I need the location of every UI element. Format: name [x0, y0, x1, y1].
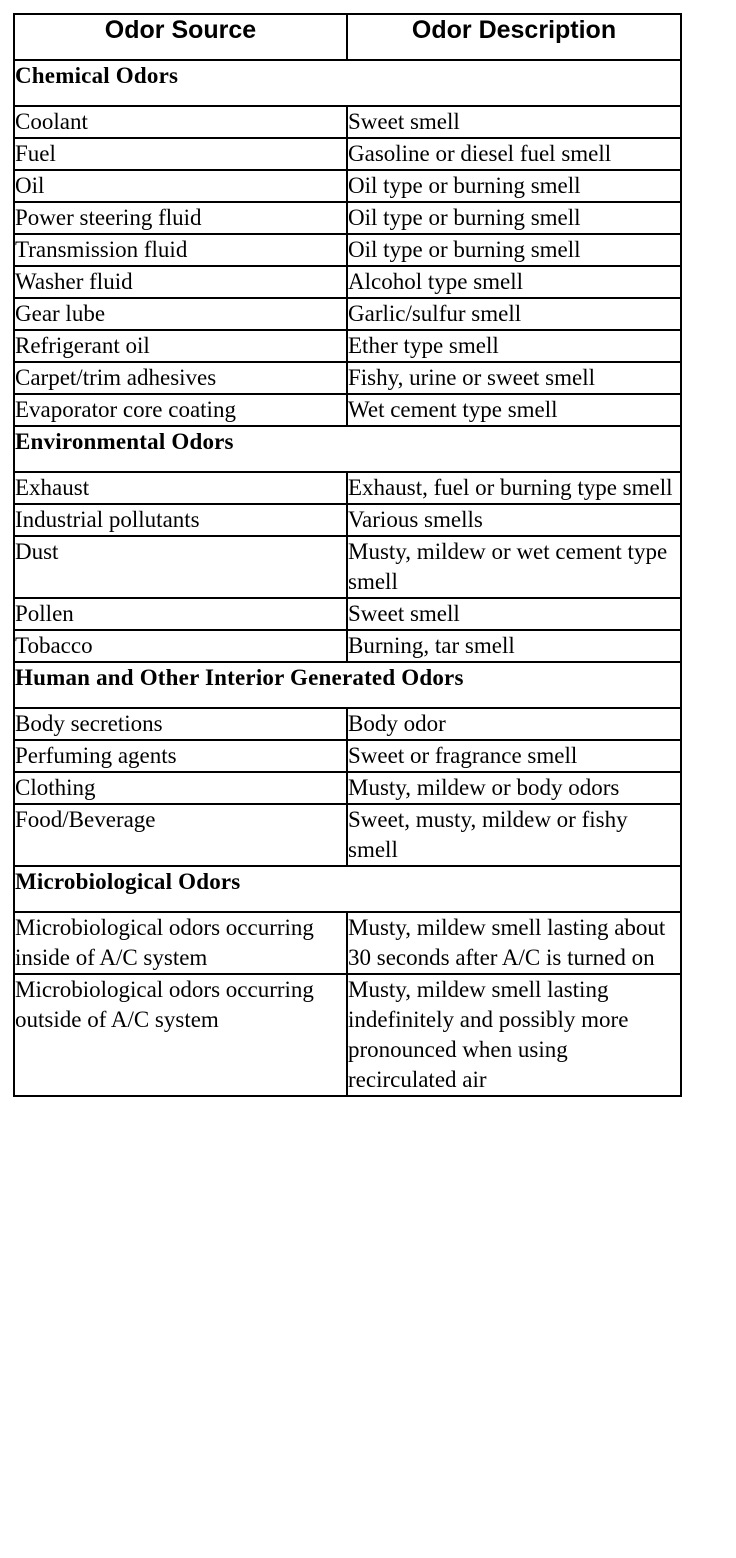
odor-source-cell: Body secretions: [14, 708, 347, 740]
table-row: [14, 202, 681, 234]
odor-source-cell: Transmission fluid: [14, 234, 347, 266]
table-row: [14, 138, 681, 170]
table-row: [14, 708, 681, 740]
odor-source-cell: Washer fluid: [14, 266, 347, 298]
odor-source-cell: Oil: [14, 170, 347, 202]
odor-source-cell: Fuel: [14, 138, 347, 170]
section-row: [14, 60, 681, 106]
section-row: [14, 662, 681, 708]
odor-description-cell: Musty, mildew or wet cement type smell: [347, 536, 681, 598]
table-row: [14, 266, 681, 298]
section-title: Environmental Odors: [14, 426, 681, 472]
table-row: [14, 630, 681, 662]
table-row: [14, 394, 681, 426]
table-row: [14, 598, 681, 630]
header-row: [14, 14, 681, 60]
odor-description-cell: Wet cement type smell: [347, 394, 681, 426]
table-row: [14, 974, 681, 1096]
odor-source-cell: Microbiological odors occurring inside of A/C system: [14, 912, 347, 974]
odor-description-cell: Oil type or burning smell: [347, 202, 681, 234]
odor-source-cell: Food/Beverage: [14, 804, 347, 866]
odor-source-cell: Coolant: [14, 106, 347, 138]
odor-source-cell: Perfuming agents: [14, 740, 347, 772]
odor-description-cell: Ether type smell: [347, 330, 681, 362]
table-row: [14, 170, 681, 202]
table-row: [14, 472, 681, 504]
table-row: [14, 234, 681, 266]
odor-description-cell: Sweet smell: [347, 598, 681, 630]
odor-source-cell: Dust: [14, 536, 347, 598]
section-title: Human and Other Interior Generated Odors: [14, 662, 681, 708]
table-row: [14, 362, 681, 394]
table-row: [14, 740, 681, 772]
table-row: [14, 298, 681, 330]
odor-source-cell: Pollen: [14, 598, 347, 630]
table-row: [14, 536, 681, 598]
section-row: [14, 426, 681, 472]
table-row: [14, 106, 681, 138]
odor-table: [13, 13, 682, 1097]
section-row: [14, 866, 681, 912]
odor-source-cell: Tobacco: [14, 630, 347, 662]
header-odor-description: Odor Description: [347, 14, 681, 60]
table-body: [14, 60, 681, 1096]
odor-description-cell: Musty, mildew smell lasting indefinitely and possibly more pronounced when using recirculated air: [347, 974, 681, 1096]
table-row: [14, 912, 681, 974]
odor-description-cell: Musty, mildew smell lasting about 30 seconds after A/C is turned on: [347, 912, 681, 974]
odor-source-cell: Exhaust: [14, 472, 347, 504]
section-title: Microbiological Odors: [14, 866, 681, 912]
odor-description-cell: Garlic/sulfur smell: [347, 298, 681, 330]
odor-description-cell: Burning, tar smell: [347, 630, 681, 662]
table-row: [14, 330, 681, 362]
odor-description-cell: Sweet smell: [347, 106, 681, 138]
odor-description-cell: Oil type or burning smell: [347, 234, 681, 266]
odor-description-cell: Exhaust, fuel or burning type smell: [347, 472, 681, 504]
table-row: [14, 504, 681, 536]
odor-description-cell: Sweet, musty, mildew or fishy smell: [347, 804, 681, 866]
odor-source-cell: Microbiological odors occurring outside of A/C system: [14, 974, 347, 1096]
odor-source-cell: Clothing: [14, 772, 347, 804]
odor-source-cell: Refrigerant oil: [14, 330, 347, 362]
table-row: [14, 804, 681, 866]
header-odor-source: Odor Source: [14, 14, 347, 60]
odor-source-cell: Industrial pollutants: [14, 504, 347, 536]
odor-description-cell: Fishy, urine or sweet smell: [347, 362, 681, 394]
section-title: Chemical Odors: [14, 60, 681, 106]
odor-source-cell: Power steering fluid: [14, 202, 347, 234]
odor-description-cell: Gasoline or diesel fuel smell: [347, 138, 681, 170]
odor-description-cell: Body odor: [347, 708, 681, 740]
odor-source-cell: Carpet/trim adhesives: [14, 362, 347, 394]
odor-description-cell: Oil type or burning smell: [347, 170, 681, 202]
odor-description-cell: Musty, mildew or body odors: [347, 772, 681, 804]
odor-source-cell: Evaporator core coating: [14, 394, 347, 426]
odor-description-cell: Various smells: [347, 504, 681, 536]
table-row: [14, 772, 681, 804]
odor-description-cell: Alcohol type smell: [347, 266, 681, 298]
odor-description-cell: Sweet or fragrance smell: [347, 740, 681, 772]
odor-source-cell: Gear lube: [14, 298, 347, 330]
